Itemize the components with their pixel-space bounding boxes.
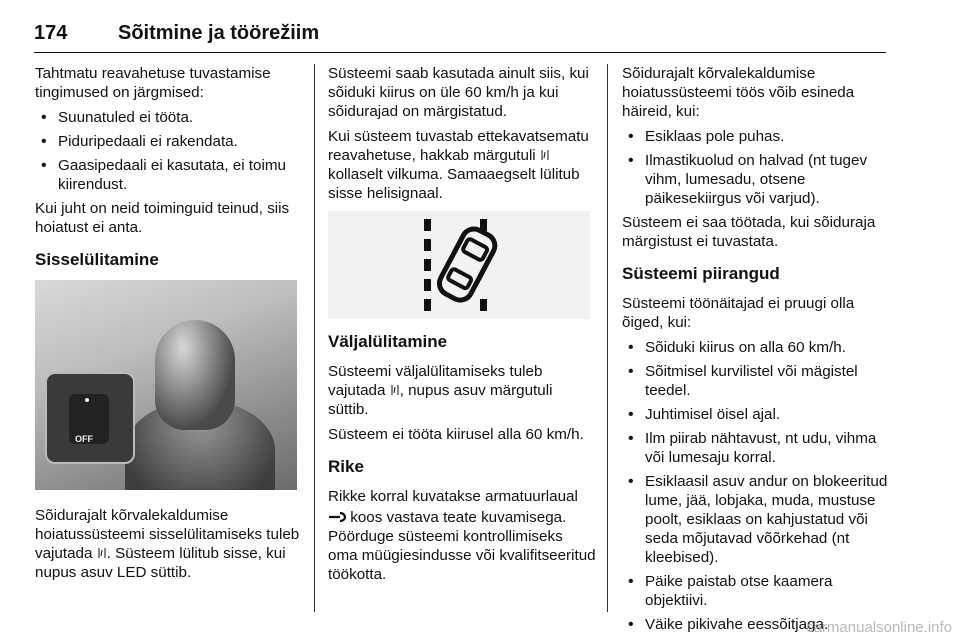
column-divider bbox=[607, 64, 608, 612]
watermark: carmanualsonline.info bbox=[806, 619, 952, 636]
button-inset bbox=[45, 372, 135, 464]
gear-console-photo bbox=[35, 280, 297, 490]
wrench-icon bbox=[328, 511, 346, 523]
list-item: • Ilm piirab nähtavust, nt udu, vihma või lumesaju korral. bbox=[622, 429, 890, 467]
led-indicator bbox=[85, 398, 89, 402]
list-item: • Väike pikivahe eessõitjaga. bbox=[622, 615, 890, 634]
speed-requirement-text: Süsteemi saab kasutada ainult siis, kui sõiduki kiirus on üle 60 km/h ja kui sõidurajad on märgistatud. bbox=[328, 65, 589, 120]
list-item: • Päike paistab otse kaamera objektiivi. bbox=[622, 572, 890, 610]
heading-deactivation: Väljalülitamine bbox=[328, 332, 448, 351]
lane-departure-icon bbox=[97, 547, 107, 559]
deactivation-text: Süsteemi väljalülitamiseks tuleb vajutada , nupus asuv märgutuli süttib. bbox=[328, 363, 553, 418]
off-label: OFF bbox=[75, 434, 93, 444]
list-item: • Ilmastikuolud on halvad (nt tugev vihm, lumesadu, otsene päikesekiirgus või varjud). bbox=[622, 151, 890, 208]
page-header bbox=[34, 12, 886, 53]
list-item: • Esiklaasil asuv andur on blokeeritud lume, jää, lobjaka, muda, mustuse poolt, esiklaas on kahjustatud või seda mõjutavad võõrkehad (nt kleebised). bbox=[622, 472, 890, 567]
list-item: • Piduripedaali ei rakendata. bbox=[35, 132, 303, 151]
limitations-list bbox=[622, 338, 890, 634]
column-divider bbox=[314, 64, 315, 612]
gear-knob bbox=[155, 320, 235, 430]
lane-departure-symbol bbox=[328, 211, 590, 319]
page-number: 174 bbox=[34, 22, 68, 44]
lane-departure-icon bbox=[390, 384, 400, 396]
activation-text: Sõidurajalt kõrvalekaldumise hoiatussüsteemi sisselülitamiseks tuleb vajutada . Süsteem lülitub sisse, kui nupus asuv LED süttib. bbox=[35, 507, 300, 581]
list-item: • Sõitmisel kurvilistel või mägistel teedel. bbox=[622, 362, 890, 400]
list-item: • Gaasipedaali ei kasutata, ei toimu kiirendust. bbox=[35, 156, 303, 194]
limitations-intro: Süsteemi töönäitajad ei pruugi olla õiged, kui: bbox=[622, 295, 855, 331]
lane-departure-icon bbox=[328, 211, 590, 319]
marking-text: Süsteem ei saa töötada, kui sõiduraja märgistust ei tuvastata. bbox=[622, 214, 876, 250]
column-2 bbox=[328, 64, 596, 590]
list-item: • Sõiduki kiirus on alla 60 km/h. bbox=[622, 338, 890, 357]
heading-activation: Sisselülitamine bbox=[35, 250, 159, 269]
interference-text: Sõidurajalt kõrvalekaldumise hoiatussüsteemi töös võib esineda häireid, kui: bbox=[622, 65, 855, 120]
after-text: Kui juht on neid toiminguid teinud, siis hoiatust ei anta. bbox=[35, 200, 290, 236]
conditions-list bbox=[35, 108, 303, 194]
column-1 bbox=[35, 64, 303, 588]
fault-text-2: koos vastava teate kuvamisega. Pöörduge süsteemi kontrollimiseks oma müügiesindusse või kvalifitseeritud töökotta. bbox=[328, 509, 596, 583]
lane-departure-icon bbox=[540, 149, 550, 161]
heading-fault: Rike bbox=[328, 457, 364, 476]
chapter-title: Sõitmine ja töörežiim bbox=[118, 22, 320, 44]
column-3 bbox=[622, 64, 890, 639]
speed-limit-text: Süsteem ei tööta kiirusel alla 60 km/h. bbox=[328, 426, 584, 443]
fault-text: Rikke korral kuvatakse armatuurlaual bbox=[328, 488, 578, 505]
interference-list bbox=[622, 127, 890, 208]
detection-text: Kui süsteem tuvastab ettekavatsematu reavahetuse, hakkab märgutuli kollaselt vilkuma. Samaaegselt lülitub sisse helisignaal. bbox=[328, 128, 589, 202]
list-item: • Juhtimisel öisel ajal. bbox=[622, 405, 890, 424]
heading-limitations: Süsteemi piirangud bbox=[622, 264, 780, 283]
list-item: • Esiklaas pole puhas. bbox=[622, 127, 890, 146]
list-item: • Suunatuled ei tööta. bbox=[35, 108, 303, 127]
intro-text: Tahtmatu reavahetuse tuvastamise tingimused on järgmised: bbox=[35, 65, 271, 101]
